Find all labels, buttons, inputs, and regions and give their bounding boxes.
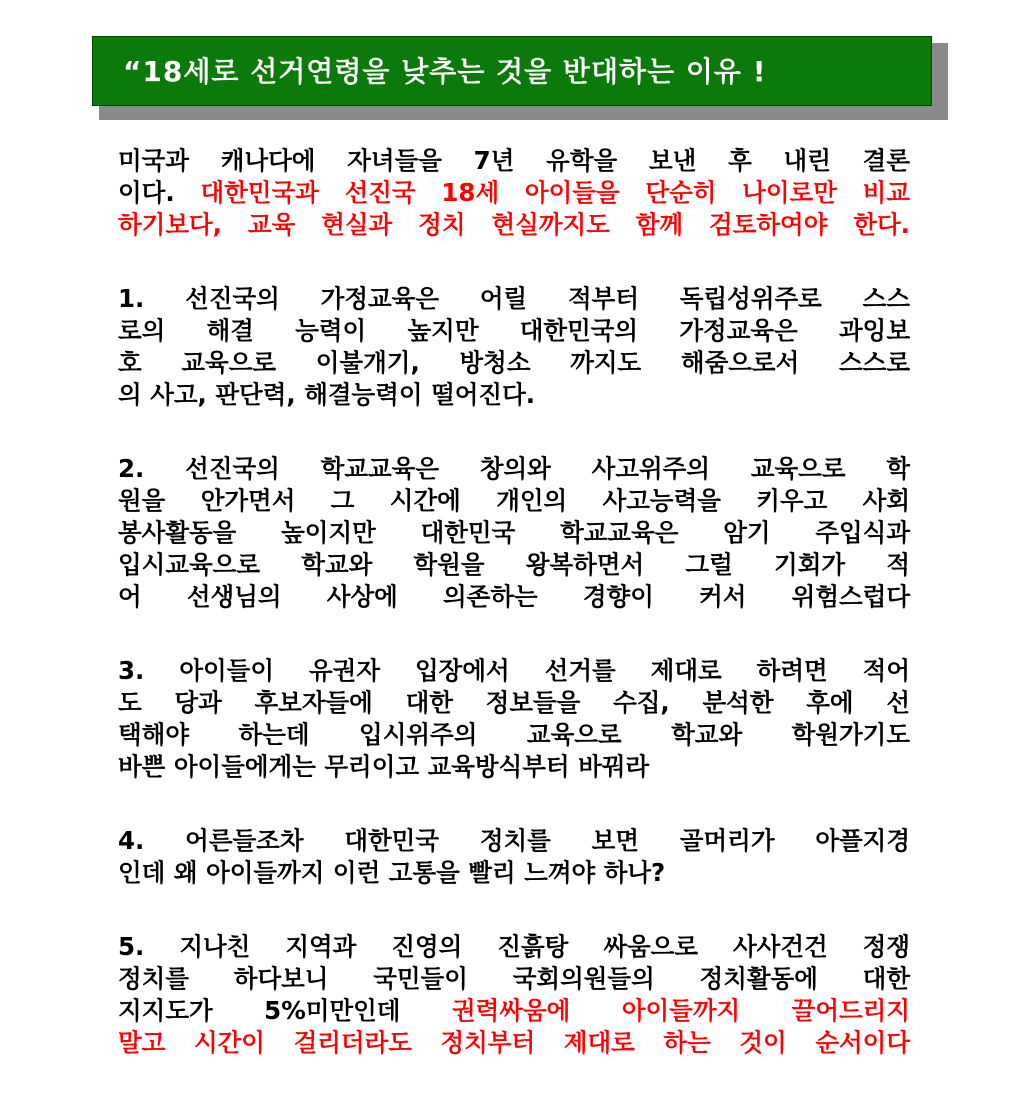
item-2-line: 원을 안가면서 그 시간에 개인의 사고능력을 키우고 사회 (118, 486, 910, 515)
intro-paragraph (118, 145, 910, 241)
item-2-line: 봉사활동을 높이지만 대한민국 학교교육은 암기 주입식과 (118, 518, 910, 547)
item-4 (118, 825, 910, 889)
item-3 (118, 655, 910, 783)
item-2 (118, 453, 910, 613)
title-banner (92, 36, 932, 106)
intro-emphasis-2: 하기보다, 교육 현실과 정치 현실까지도 함께 검토하여야 한다. (118, 210, 910, 239)
intro-emphasis-1: 대한민국과 선진국 18세 아이들을 단순히 나이로만 비교 (200, 178, 910, 207)
item-3-line: 3. 아이들이 유권자 입장에서 선거를 제대로 하려면 적어 (118, 656, 910, 685)
intro-line-2 (118, 177, 910, 209)
item-5-emphasis-1: 권력싸움에 아이들까지 끌어드리지 (451, 996, 910, 1025)
item-5-emphasis-2: 말고 시간이 걸리더라도 정치부터 제대로 하는 것이 순서이다 (118, 1028, 910, 1057)
item-2-line: 어 선생님의 사상에 의존하는 경향이 커서 위험스럽다 (118, 582, 910, 611)
page-title: “18세로 선거연령을 낮추는 것을 반대하는 이유 ! (123, 55, 767, 88)
item-2-line: 입시교육으로 학교와 학원을 왕복하면서 그럴 기회가 적 (118, 550, 910, 579)
item-1-line: 호 교육으로 이불개기, 방청소 까지도 해줌으로서 스스로 (118, 348, 910, 377)
document-body (118, 145, 910, 1101)
item-1-line: 의 사고, 판단력, 해결능력이 떨어진다. (118, 380, 536, 409)
item-4-line: 인데 왜 아이들까지 이런 고통을 빨리 느껴야 하나? (118, 858, 666, 887)
item-1-line: 1. 선진국의 가정교육은 어릴 적부터 독립성위주로 스스 (118, 284, 910, 313)
item-5-line-3-text: 지지도가 5%미만인데 (118, 996, 401, 1025)
item-3-line: 도 당과 후보자들에 대한 정보들을 수집, 분석한 후에 선 (118, 688, 910, 717)
item-5 (118, 931, 910, 1059)
intro-line-2-text: 이다. (118, 178, 175, 207)
item-3-line: 바쁜 아이들에게는 무리이고 교육방식부터 바꿔라 (118, 752, 650, 781)
item-1 (118, 283, 910, 411)
item-4-line: 4. 어른들조차 대한민국 정치를 보면 골머리가 아플지경 (118, 826, 910, 855)
item-1-line: 로의 해결 능력이 높지만 대한민국의 가정교육은 과잉보 (118, 316, 910, 345)
item-2-line: 2. 선진국의 학교교육은 창의와 사고위주의 교육으로 학 (118, 454, 910, 483)
item-3-line: 택해야 하는데 입시위주의 교육으로 학교와 학원가기도 (118, 720, 910, 749)
intro-line-1: 미국과 캐나다에 자녀들을 7년 유학을 보낸 후 내린 결론 (118, 146, 910, 175)
item-5-line-1: 5. 지나친 지역과 진영의 진흙탕 싸움으로 사사건건 정쟁 (118, 932, 910, 961)
item-5-line-2: 정치를 하다보니 국민들이 국회의원들의 정치활동에 대한 (118, 964, 910, 993)
item-5-line-3 (118, 995, 910, 1027)
